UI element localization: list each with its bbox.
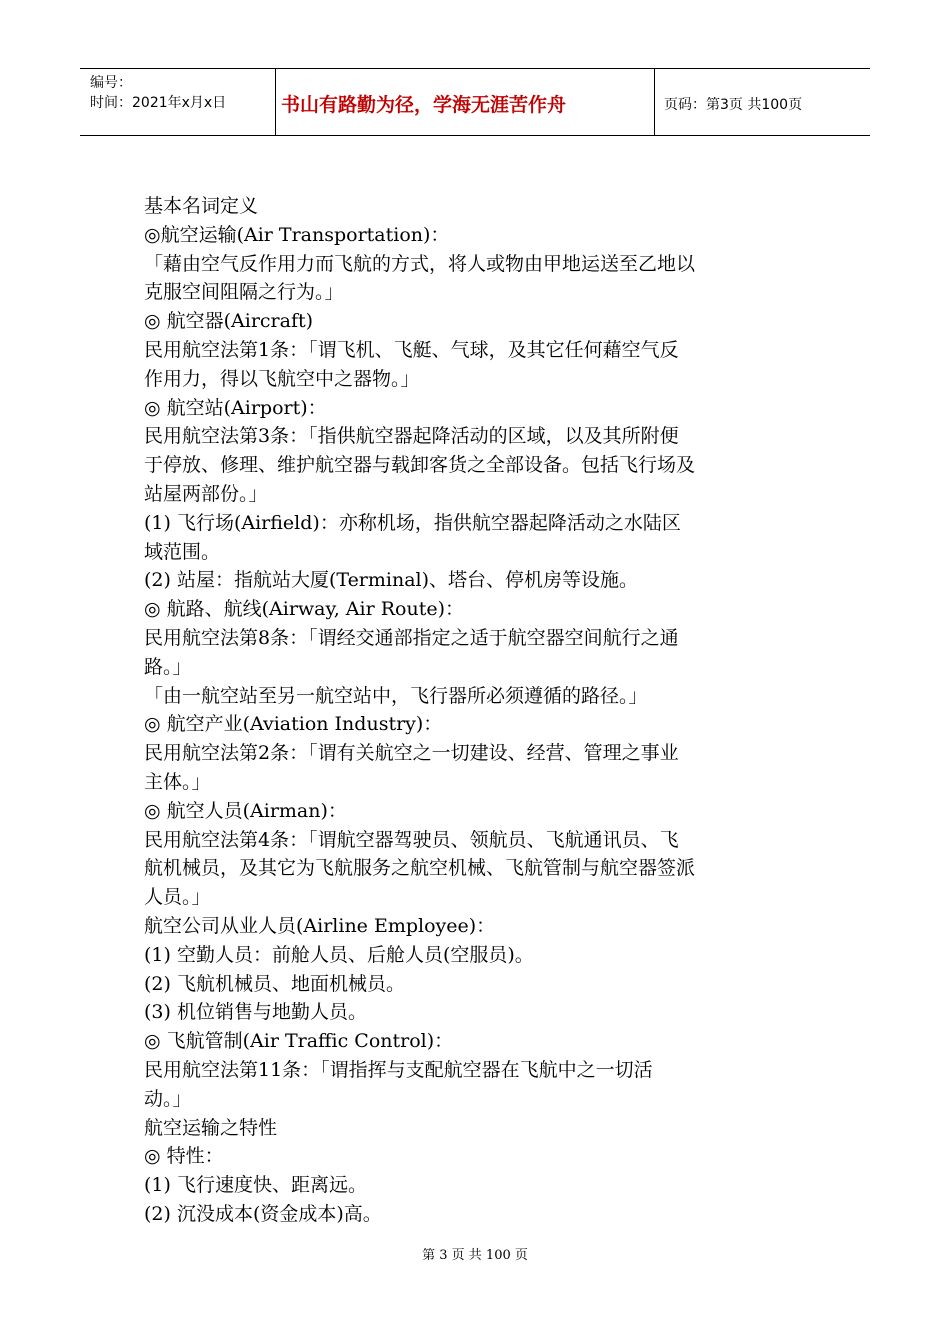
term-heading: ◎航空运输(Air Transportation)： (144, 223, 450, 246)
list-item: (3) 机位销售与地勤人员。 (144, 1001, 367, 1024)
term-heading: ◎ 航空产业(Aviation Industry)： (144, 713, 443, 736)
text-line: 「由一航空站至另一航空站中，飞行器所必须遵循的路径。」 (144, 684, 648, 707)
doc-number-label: 编号： (90, 75, 132, 91)
text-line: 民用航空法第2条：「谓有关航空之一切建设、经营、管理之事业 (144, 742, 679, 765)
term-heading: ◎ 航空站(Airport)： (144, 396, 327, 419)
text-line: 于停放、修理、维护航空器与载卸客货之全部设备。包括飞行场及 (144, 454, 696, 477)
text-line: 民用航空法第3条：「指供航空器起降活动的区域，以及其所附便 (144, 425, 679, 448)
list-item: (1) 飞行速度快、距离远。 (144, 1174, 367, 1197)
header-top-rule (80, 68, 870, 69)
text-line: 民用航空法第8条：「谓经交通部指定之适于航空器空间航行之通 (144, 626, 679, 649)
document-body (144, 192, 804, 1229)
text-line: 民用航空法第1条：「谓飞机、飞艇、气球，及其它任何藉空气反 (144, 338, 679, 361)
term-heading: ◎ 飞航管制(Air Traffic Control)： (144, 1030, 454, 1053)
text-line: 路。」 (144, 655, 192, 678)
page-footer: 第 3 页 共 100 页 (422, 1248, 528, 1263)
list-item: (1) 飞行场(Airfield)：亦称机场，指供航空器起降活动之水陆区 (144, 511, 681, 534)
term-heading: ◎ 航空器(Aircraft) (144, 310, 314, 333)
term-heading: ◎ 特性： (144, 1145, 224, 1168)
text-line: 「藉由空气反作用力而飞航的方式，将人或物由甲地运送至乙地以 (144, 252, 696, 275)
text-line: 域范围。 (144, 540, 221, 563)
header-bottom-rule (80, 135, 870, 136)
list-item: (2) 飞航机械员、地面机械员。 (144, 972, 405, 995)
text-line: 动。」 (144, 1087, 192, 1110)
header-motto: 书山有路勤为径，学海无涯苦作舟 (281, 94, 567, 116)
text-line: 作用力，得以飞航空中之器物。」 (144, 367, 420, 390)
text-line: 民用航空法第4条：「谓航空器驾驶员、领航员、飞航通讯员、飞 (144, 828, 679, 851)
term-heading: ◎ 航空人员(Airman)： (144, 799, 347, 822)
list-item: (2) 沉没成本(资金成本)高。 (144, 1202, 382, 1225)
header-page-info: 页码：第3页 共100页 (664, 97, 803, 113)
section-heading: 基本名词定义 (144, 195, 259, 217)
text-line: 站屋两部份。」 (144, 482, 268, 505)
text-line: 克服空间阻隔之行为。」 (144, 281, 344, 304)
text-line: 人员。」 (144, 886, 211, 909)
text-line: 航机械员，及其它为飞航服务之航空机械、飞航管制与航空器签派 (144, 857, 696, 880)
subsection-heading: 航空公司从业人员(Airline Employee)： (144, 914, 496, 937)
list-item: (2) 站屋：指航站大厦(Terminal)、塔台、停机房等设施。 (144, 569, 639, 592)
section-heading: 航空运输之特性 (144, 1116, 278, 1139)
doc-date-label: 时间：2021年x月x日 (90, 95, 227, 111)
text-line: 主体。」 (144, 770, 211, 793)
list-item: (1) 空勤人员：前舱人员、后舱人员(空服员)。 (144, 943, 534, 966)
text-line: 民用航空法第11条：「谓指挥与支配航空器在飞航中之一切活 (144, 1058, 653, 1081)
header-divider-left (275, 68, 276, 136)
term-heading: ◎ 航路、航线(Airway, Air Route)： (144, 598, 464, 621)
header-divider-right (654, 68, 655, 136)
